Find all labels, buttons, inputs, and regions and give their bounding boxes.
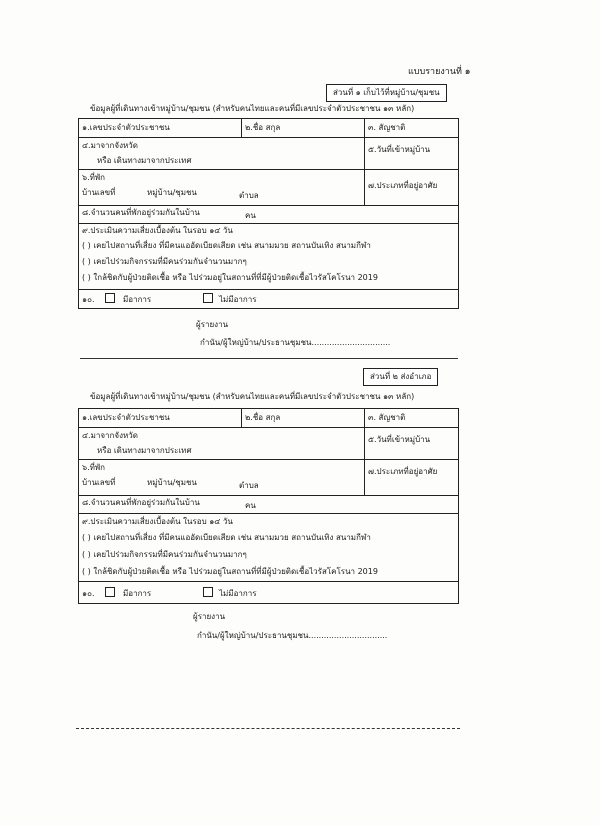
name-label: ๒.ชื่อ สกุล bbox=[245, 123, 281, 132]
reporter-label: ผู้รายงาน bbox=[193, 612, 226, 621]
residence-type-label: ๗.ประเภทที่อยู่อาศัย bbox=[368, 181, 438, 190]
form-title: ข้อมูลผู้ที่เดินทางเข้าหมู่บ้าน/ชุมชน (สำหรับคนไทยและคนที่มีเลขประจำตัวประชาชน ๑๓ หลัก) bbox=[90, 104, 415, 113]
household-count-label: ๘.จำนวนคนที่พักอยู่ร่วมกันในบ้าน bbox=[82, 208, 200, 217]
household-count-label: ๘.จำนวนคนที่พักอยู่ร่วมกันในบ้าน bbox=[82, 498, 200, 507]
part-label: ส่วนที่ ๑ เก็บไว้ที่หมู่บ้าน/ชุมชน bbox=[326, 84, 447, 102]
risk-assessment-label: ๙.ประเมินความเสี่ยงเบื้องต้น ในรอบ ๑๔ วัน bbox=[82, 517, 233, 526]
reporter-label: ผู้รายงาน bbox=[196, 320, 229, 329]
risk-option[interactable]: ( ) เคยไปสถานที่เสี่ยง ที่มีคนแออัดเบียดเสียด เช่น สนามมวย สถานบันเทิง สนามกีฬา bbox=[82, 533, 371, 542]
country-label: หรือ เดินทางมาจากประเทศ bbox=[97, 156, 192, 165]
symptom-no-label: ไม่มีอาการ bbox=[219, 295, 257, 304]
village-label: หมู่บ้าน/ชุมชน bbox=[147, 478, 197, 487]
symptom-yes-label: มีอาการ bbox=[123, 295, 152, 304]
arrival-date-label: ๕.วันที่เข้าหมู่บ้าน bbox=[368, 435, 431, 444]
symptom-no-checkbox[interactable] bbox=[203, 587, 213, 597]
household-unit: คน bbox=[245, 501, 256, 510]
form-table bbox=[78, 408, 459, 604]
report-label: แบบรายงานที่ ๑ bbox=[408, 67, 471, 77]
residence-label: ๖.ที่พัก bbox=[82, 173, 106, 182]
cut-line bbox=[80, 358, 458, 359]
risk-option[interactable]: ( ) ใกล้ชิดกับผู้ป่วยติดเชื้อ หรือ ไปร่วมอยู่ในสถานที่ที่มีผู้ป่วยติดเชื้อไวรัสโคโรนา 2019 bbox=[82, 273, 378, 282]
form-title: ข้อมูลผู้ที่เดินทางเข้าหมู่บ้าน/ชุมชน (สำหรับคนไทยและคนที่มีเลขประจำตัวประชาชน ๑๓ หลัก) bbox=[90, 392, 415, 401]
subdistrict-label: ตำบล bbox=[239, 191, 259, 200]
symptom-number: ๑๐. bbox=[82, 589, 95, 598]
part-label: ส่วนที่ ๒ ส่งอำเภอ bbox=[363, 368, 438, 386]
risk-option[interactable]: ( ) ใกล้ชิดกับผู้ป่วยติดเชื้อ หรือ ไปร่วมอยู่ในสถานที่ที่มีผู้ป่วยติดเชื้อไวรัสโคโรนา 2019 bbox=[82, 567, 378, 576]
province-label: ๔.มาจากจังหวัด bbox=[82, 141, 138, 150]
symptom-number: ๑๐. bbox=[82, 295, 95, 304]
arrival-date-label: ๕.วันที่เข้าหมู่บ้าน bbox=[368, 145, 431, 154]
name-label: ๒.ชื่อ สกุล bbox=[245, 413, 281, 422]
house-number-label: บ้านเลขที่ bbox=[82, 478, 116, 487]
id-number-label: ๑.เลขประจำตัวประชาชน bbox=[82, 123, 170, 132]
country-label: หรือ เดินทางมาจากประเทศ bbox=[97, 446, 192, 455]
residence-type-label: ๗.ประเภทที่อยู่อาศัย bbox=[368, 467, 438, 476]
risk-option[interactable]: ( ) เคยไปสถานที่เสี่ยง ที่มีคนแออัดเบียดเสียด เช่น สนามมวย สถานบันเทิง สนามกีฬา bbox=[82, 241, 371, 250]
signer-label: กำนัน/ผู้ใหญ่บ้าน/ประธานชุมชน............................... bbox=[197, 631, 388, 640]
symptom-yes-checkbox[interactable] bbox=[105, 587, 115, 597]
symptom-no-checkbox[interactable] bbox=[203, 293, 213, 303]
nationality-label: ๓. สัญชาติ bbox=[368, 413, 406, 422]
province-label: ๔.มาจากจังหวัด bbox=[82, 431, 138, 440]
village-label: หมู่บ้าน/ชุมชน bbox=[147, 188, 197, 197]
risk-option[interactable]: ( ) เคยไปร่วมกิจกรรมที่มีคนร่วมกันจำนวนมากๆ bbox=[82, 550, 247, 559]
residence-label: ๖.ที่พัก bbox=[82, 463, 106, 472]
subdistrict-label: ตำบล bbox=[239, 481, 259, 490]
id-number-label: ๑.เลขประจำตัวประชาชน bbox=[82, 413, 170, 422]
risk-option[interactable]: ( ) เคยไปร่วมกิจกรรมที่มีคนร่วมกันจำนวนมากๆ bbox=[82, 257, 247, 266]
house-number-label: บ้านเลขที่ bbox=[82, 188, 116, 197]
symptom-yes-label: มีอาการ bbox=[123, 589, 152, 598]
nationality-label: ๓. สัญชาติ bbox=[368, 123, 406, 132]
symptom-no-label: ไม่มีอาการ bbox=[219, 589, 257, 598]
signer-label: กำนัน/ผู้ใหญ่บ้าน/ประธานชุมชน............................... bbox=[200, 338, 391, 347]
risk-assessment-label: ๙.ประเมินความเสี่ยงเบื้องต้น ในรอบ ๑๔ วัน bbox=[82, 226, 233, 235]
household-unit: คน bbox=[245, 211, 256, 220]
form-table bbox=[78, 118, 459, 309]
symptom-yes-checkbox[interactable] bbox=[105, 293, 115, 303]
cut-line bbox=[76, 728, 460, 729]
